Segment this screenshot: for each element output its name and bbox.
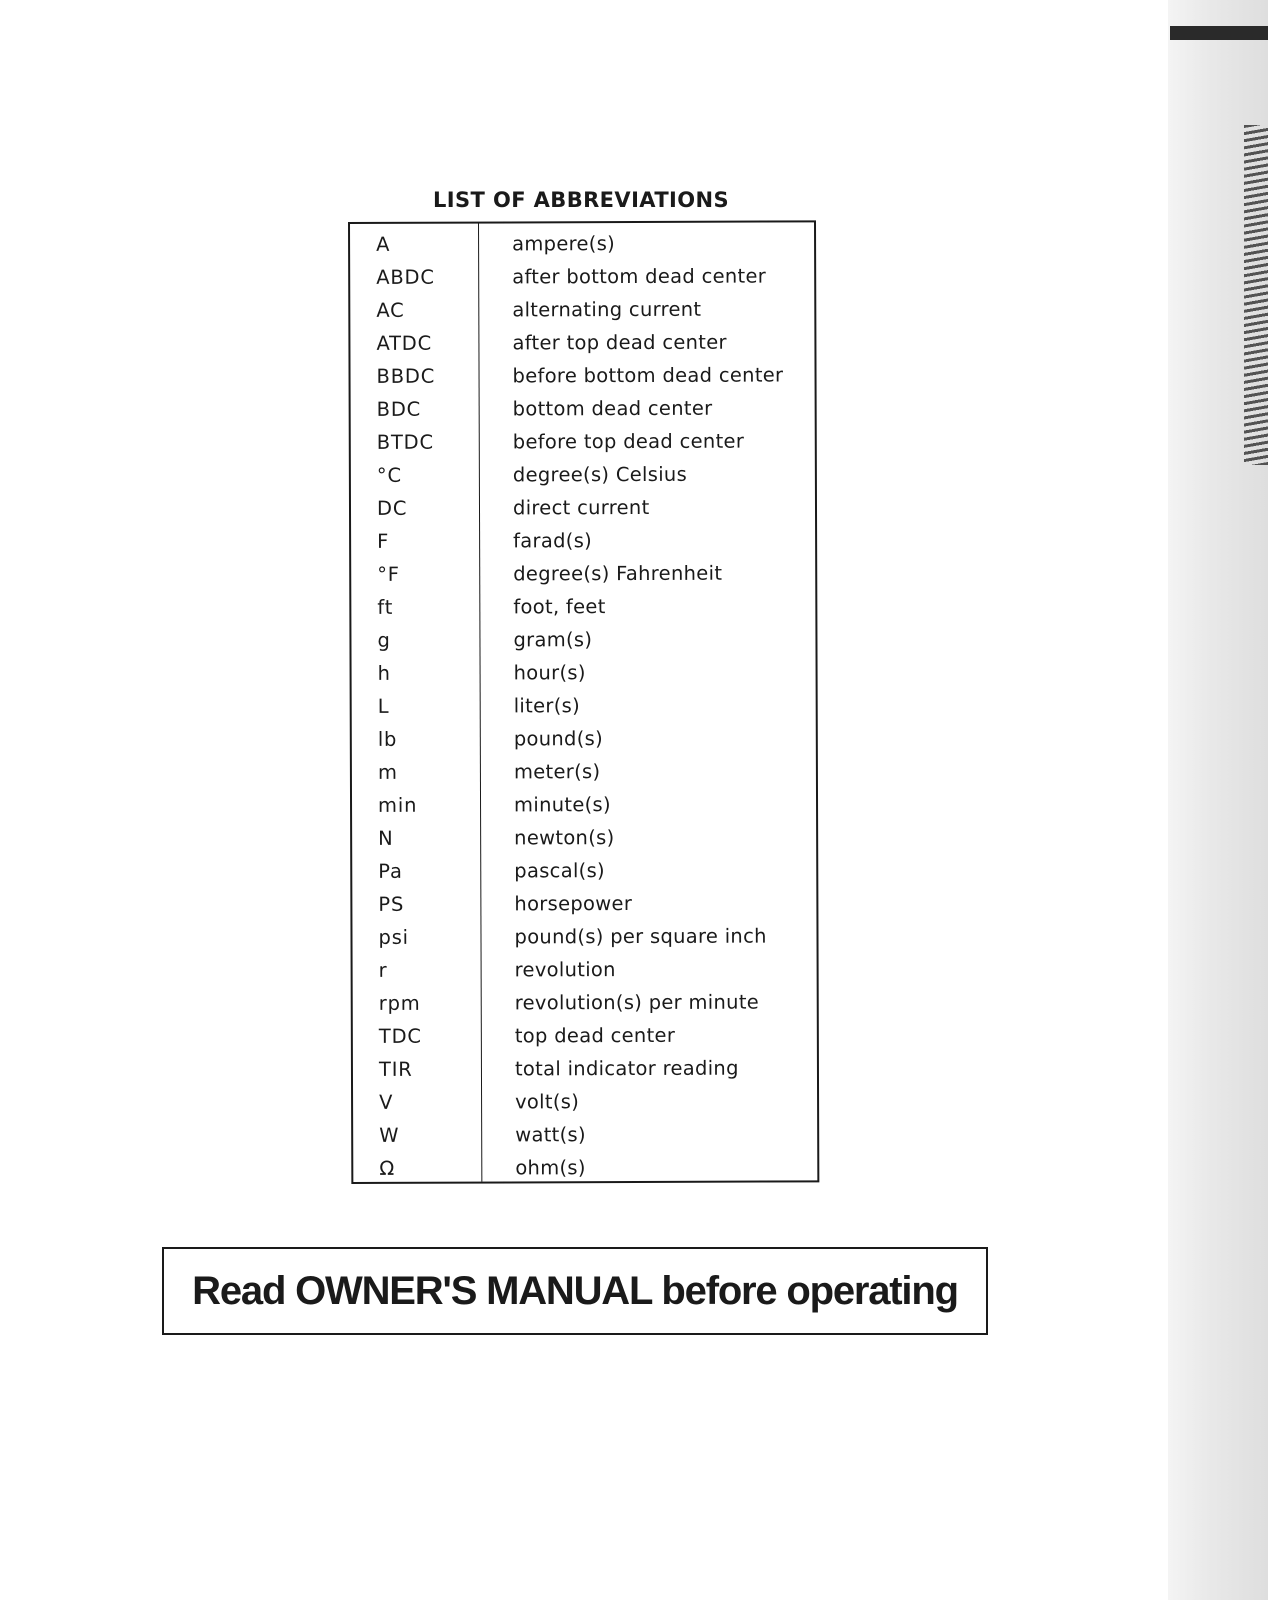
abbreviation-meaning: revolution(s) per minute (514, 990, 760, 1015)
abbreviation-code: L (377, 694, 390, 718)
table-row (351, 490, 815, 525)
abbreviation-code: AC (376, 298, 405, 322)
binding-pattern (1244, 125, 1268, 465)
abbreviation-meaning: gram(s) (513, 628, 593, 652)
abbreviation-code: Pa (378, 859, 403, 883)
abbreviation-meaning: meter(s) (513, 760, 601, 784)
abbreviation-meaning: top dead center (514, 1023, 676, 1048)
abbreviation-code: PS (378, 892, 405, 916)
table-row (353, 1117, 817, 1152)
abbreviation-meaning: liter(s) (513, 694, 581, 718)
table-row (350, 358, 814, 393)
table-row (350, 259, 814, 294)
abbreviation-meaning: bottom dead center (512, 396, 713, 421)
table-row (351, 622, 815, 657)
table-row (351, 391, 815, 426)
abbreviation-meaning: before top dead center (512, 429, 745, 454)
table-row (353, 1150, 817, 1185)
abbreviation-code: DC (376, 496, 408, 520)
abbreviations-rows (350, 226, 817, 1185)
abbreviation-code: A (376, 232, 391, 256)
abbreviation-meaning: alternating current (512, 297, 702, 322)
abbreviation-meaning: degree(s) Fahrenheit (513, 561, 723, 586)
abbreviation-meaning: total indicator reading (514, 1056, 739, 1081)
abbreviation-meaning: ohm(s) (515, 1156, 586, 1180)
table-row (352, 820, 816, 855)
notice-box (162, 1247, 988, 1335)
abbreviation-meaning: pound(s) (513, 727, 604, 751)
abbreviation-meaning: degree(s) Celsius (512, 462, 688, 487)
abbreviation-code: Ω (379, 1156, 396, 1180)
notice-text: Read OWNER'S MANUAL before operating (192, 1268, 958, 1313)
abbreviation-code: BBDC (376, 364, 436, 388)
abbreviation-code: BTDC (376, 430, 434, 454)
abbreviation-code: °C (376, 463, 402, 487)
table-row (352, 754, 816, 789)
abbreviation-code: m (377, 760, 398, 784)
abbreviation-meaning: revolution (514, 958, 616, 982)
abbreviation-code: lb (377, 727, 398, 751)
table-row (350, 292, 814, 327)
abbreviation-code: h (377, 661, 391, 685)
abbreviation-meaning: after top dead center (512, 330, 727, 355)
abbreviation-meaning: hour(s) (513, 661, 586, 685)
abbreviation-meaning: ampere(s) (512, 232, 616, 256)
abbreviation-meaning: direct current (512, 495, 650, 520)
table-row (352, 787, 816, 822)
table-row (353, 1051, 817, 1086)
abbreviations-table (348, 220, 819, 1184)
abbreviation-meaning: before bottom dead center (512, 363, 784, 388)
abbreviations-title: LIST OF ABBREVIATIONS (432, 188, 730, 212)
abbreviation-code: BDC (376, 397, 422, 421)
abbreviation-meaning: volt(s) (515, 1090, 580, 1114)
table-row (353, 952, 817, 987)
abbreviation-code: psi (378, 925, 409, 949)
abbreviation-code: min (377, 793, 418, 817)
abbreviation-meaning: pascal(s) (514, 859, 605, 883)
abbreviation-meaning: minute(s) (513, 793, 611, 817)
table-row (353, 985, 817, 1020)
table-row (352, 688, 816, 723)
table-row (353, 1084, 817, 1119)
table-row (352, 721, 816, 756)
abbreviation-code: °F (377, 562, 400, 586)
abbreviation-meaning: pound(s) per square inch (514, 924, 767, 949)
abbreviation-meaning: newton(s) (514, 826, 615, 850)
table-row (350, 325, 814, 360)
abbreviation-meaning: watt(s) (515, 1123, 586, 1147)
abbreviation-code: ft (377, 595, 394, 619)
table-row (351, 523, 815, 558)
table-row (352, 886, 816, 921)
abbreviation-meaning: farad(s) (513, 529, 593, 553)
table-row (351, 424, 815, 459)
table-row (352, 919, 816, 954)
binding-edge-cap (1170, 26, 1268, 40)
abbreviation-code: ABDC (376, 265, 435, 289)
abbreviation-meaning: after bottom dead center (512, 264, 767, 289)
abbreviation-code: ATDC (376, 331, 433, 355)
table-row (351, 457, 815, 492)
abbreviation-code: r (378, 958, 388, 982)
table-row (352, 655, 816, 690)
abbreviation-meaning: foot, feet (513, 595, 606, 619)
table-row (351, 556, 815, 591)
abbreviation-meaning: horsepower (514, 892, 633, 916)
abbreviation-code: TDC (378, 1024, 422, 1048)
abbreviation-code: F (377, 529, 390, 553)
abbreviation-code: rpm (378, 991, 421, 1015)
abbreviation-code: TIR (378, 1057, 413, 1081)
table-row (351, 589, 815, 624)
table-row (350, 226, 814, 261)
table-row (352, 853, 816, 888)
table-row (353, 1018, 817, 1053)
abbreviation-code: V (379, 1090, 394, 1114)
abbreviation-code: W (379, 1123, 400, 1147)
abbreviation-code: g (377, 628, 391, 652)
abbreviation-code: N (378, 826, 394, 850)
